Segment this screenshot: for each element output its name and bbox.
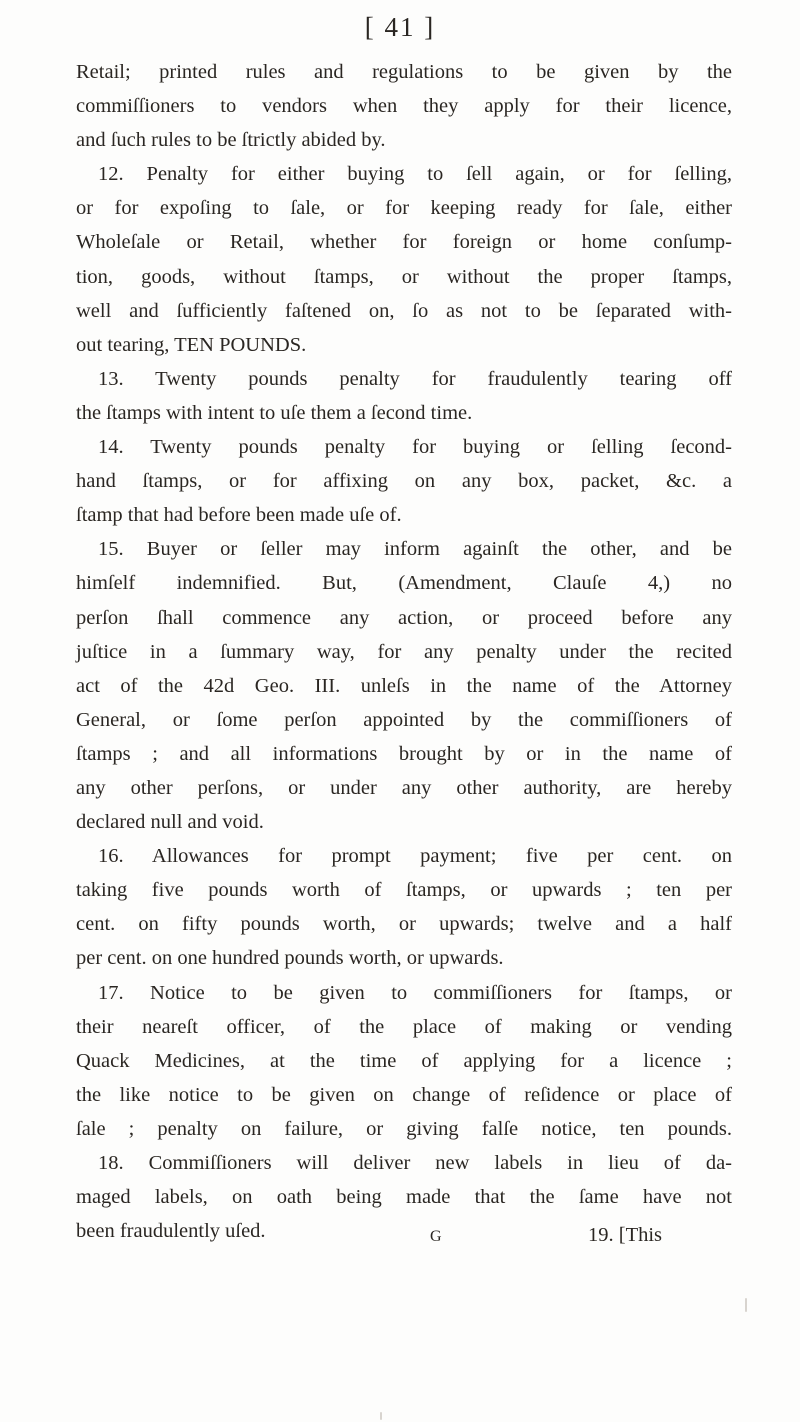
text-line: declared null and void. (76, 811, 264, 834)
paper-speck (745, 1298, 747, 1312)
text-line: 13. Twenty pounds penalty for fraudulently tearing off (98, 367, 732, 390)
text-line: well and ſufficiently faſtened on, ſo as not to be ſeparated with- (76, 299, 732, 322)
text-line: 15. Buyer or ſeller may inform againſt the other, and be (98, 538, 732, 561)
text-line: 16. Allowances for prompt payment; five per cent. on (98, 845, 732, 868)
page-number-header: [ 41 ] (364, 12, 436, 42)
text-line: ſtamp that had before been made uſe of. (76, 504, 402, 527)
text-line: or for expoſing to ſale, or for keeping ready for ſale, either (76, 197, 732, 220)
text-line: himſelf indemnified. But, (Amendment, Clauſe 4,) no (76, 572, 732, 595)
text-line: their neareſt officer, of the place of making or vending (76, 1015, 732, 1038)
text-line: ſale ; penalty on failure, or giving falſe notice, ten pounds. (76, 1117, 732, 1140)
text-line: out tearing, TEN POUNDS. (76, 333, 307, 356)
text-line: 18. Commiſſioners will deliver new labels in lieu of da- (98, 1152, 732, 1174)
text-line: any other perſons, or under any other authority, are hereby (76, 776, 732, 799)
text-line: 14. Twenty pounds penalty for buying or ſelling ſecond- (98, 436, 732, 459)
text-line: ſtamps ; and all informations brought by or in the name of (76, 742, 732, 765)
text-line: per cent. on one hundred pounds worth, or upwards. (76, 947, 504, 970)
text-line: perſon ſhall commence any action, or proceed before any (76, 606, 732, 629)
text-line: commiſſioners to vendors when they apply for their licence, (76, 95, 732, 118)
catchword: 19. [This (588, 1224, 663, 1246)
text-line: 12. Penalty for either buying to ſell again, or for ſelling, (98, 163, 732, 186)
text-line: General, or ſome perſon appointed by the commiſſioners of (76, 708, 732, 731)
text-line: Wholeſale or Retail, whether for foreign or home conſump- (76, 231, 732, 254)
text-line: maged labels, on oath being made that the ſame have not (76, 1186, 732, 1209)
text-line: taking five pounds worth of ſtamps, or upwards ; ten per (76, 879, 732, 902)
text-line: the ſtamps with intent to uſe them a ſecond time. (76, 401, 473, 424)
text-line: been fraudulently uſed. (76, 1220, 266, 1243)
signature-mark: G (430, 1228, 442, 1245)
text-line: act of the 42d Geo. III. unleſs in the name of the Attorney (76, 674, 732, 697)
text-line: cent. on fifty pounds worth, or upwards; twelve and a half (76, 913, 732, 936)
text-line: 17. Notice to be given to commiſſioners for ſtamps, or (98, 981, 732, 1004)
body-text (76, 55, 732, 1248)
text-line: the like notice to be given on change of reſidence or place of (76, 1083, 732, 1106)
text-line: juſtice in a ſummary way, for any penalty under the recited (76, 640, 732, 663)
paper-speck (380, 1412, 382, 1420)
text-line: tion, goods, without ſtamps, or without the proper ſtamps, (76, 265, 732, 288)
text-line: Quack Medicines, at the time of applying for a licence ; (76, 1049, 732, 1072)
text-line: Retail; printed rules and regulations to be given by the (76, 61, 732, 83)
text-line: and ſuch rules to be ſtrictly abided by. (76, 129, 386, 152)
text-line: hand ſtamps, or for affixing on any box, packet, &c. a (76, 470, 732, 493)
